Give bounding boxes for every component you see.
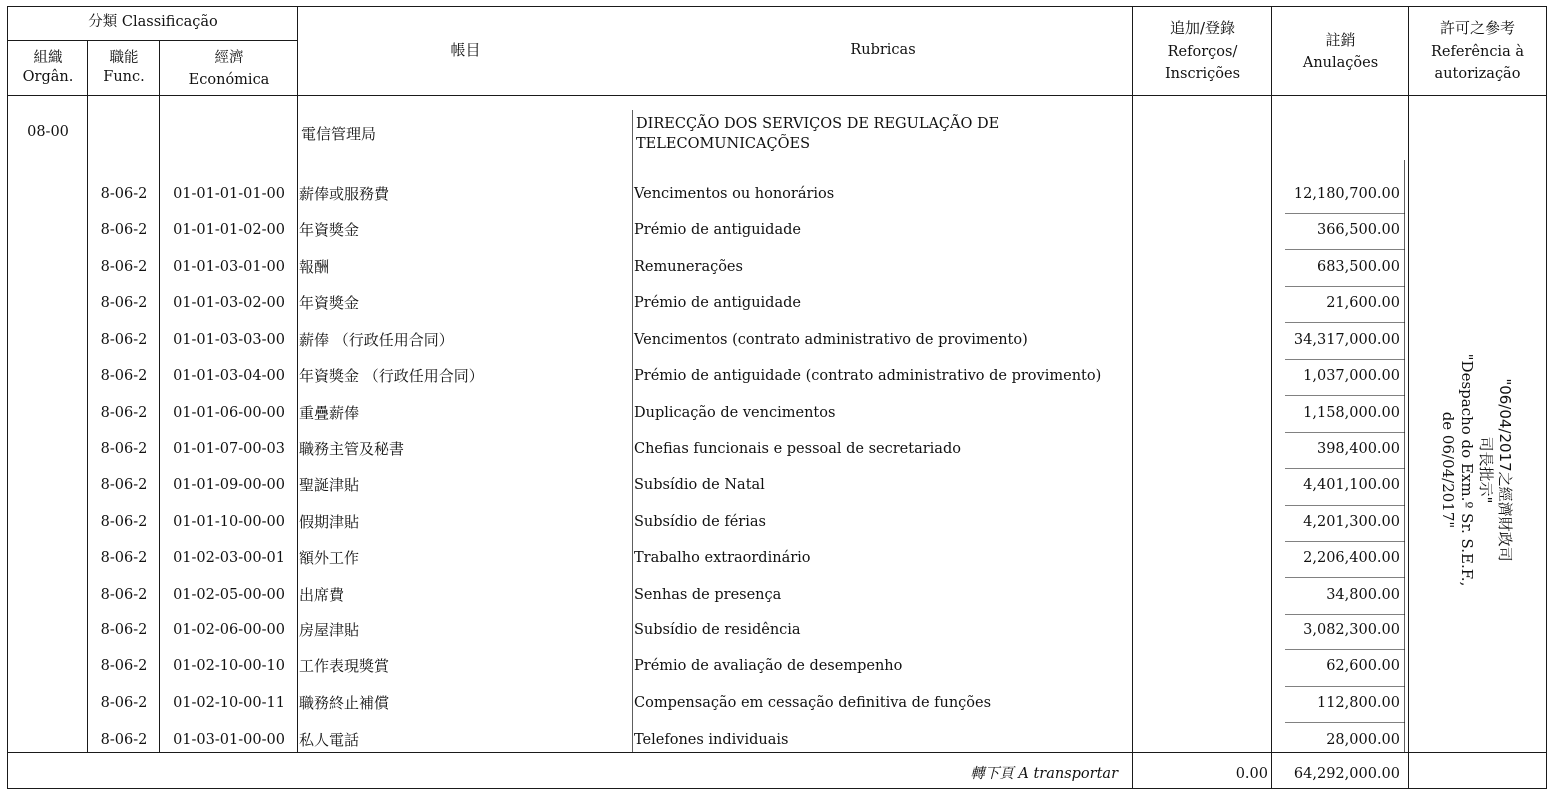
header-econ-zh: 經濟 bbox=[214, 50, 244, 66]
row-account-zh: 重疊薪俸 bbox=[299, 404, 360, 422]
footer-label: 轉下頁 A transportar bbox=[970, 766, 1118, 782]
row-anulacao: 21,600.00 bbox=[1326, 295, 1400, 311]
col-line-organ bbox=[87, 40, 88, 752]
row-econ-code: 01-03-01-00-00 bbox=[173, 732, 285, 748]
header-reforcos-zh: 追加/登錄 bbox=[1169, 19, 1236, 37]
row-func-code: 8-06-2 bbox=[100, 222, 148, 238]
row-func-code: 8-06-2 bbox=[100, 332, 148, 348]
row-account-zh: 私人電話 bbox=[299, 731, 360, 749]
row-account-zh: 聖誕津貼 bbox=[299, 476, 360, 494]
row-func-code: 8-06-2 bbox=[100, 368, 148, 384]
body-bottom-line bbox=[7, 752, 1547, 753]
row-anulacao: 112,800.00 bbox=[1316, 695, 1400, 711]
row-econ-code: 01-01-09-00-00 bbox=[173, 477, 285, 493]
header-classification: 分類 Classificação bbox=[88, 14, 218, 30]
row-func-code: 8-06-2 bbox=[100, 477, 148, 493]
organ-name-pt-line1: DIRECÇÃO DOS SERVIÇOS DE REGULAÇÃO DE bbox=[636, 116, 1000, 132]
anulacao-underline bbox=[1285, 577, 1405, 578]
row-rubrica-pt: Prémio de antiguidade (contrato administrativo de provimento) bbox=[634, 368, 1102, 384]
row-econ-code: 01-02-10-00-11 bbox=[173, 695, 285, 711]
row-anulacao: 683,500.00 bbox=[1316, 259, 1400, 275]
border-right bbox=[1546, 6, 1547, 789]
row-func-code: 8-06-2 bbox=[100, 732, 148, 748]
anulacao-underline bbox=[1285, 722, 1405, 723]
anulacao-underline bbox=[1285, 286, 1405, 287]
row-anulacao: 398,400.00 bbox=[1316, 441, 1400, 457]
row-func-code: 8-06-2 bbox=[100, 405, 148, 421]
row-anulacao: 3,082,300.00 bbox=[1303, 622, 1400, 638]
row-econ-code: 01-01-03-03-00 bbox=[173, 332, 285, 348]
row-account-zh: 房屋津貼 bbox=[299, 621, 360, 639]
anulacao-underline bbox=[1285, 649, 1405, 650]
authorization-line1: "06/04/2017之經濟財政司 bbox=[1496, 378, 1514, 562]
row-anulacao: 366,500.00 bbox=[1316, 222, 1400, 238]
row-func-code: 8-06-2 bbox=[100, 658, 148, 674]
row-econ-code: 01-01-06-00-00 bbox=[173, 405, 285, 421]
header-subline bbox=[7, 40, 298, 41]
row-func-code: 8-06-2 bbox=[100, 441, 148, 457]
row-account-zh: 工作表現獎賞 bbox=[299, 657, 390, 675]
anulacao-underline bbox=[1285, 249, 1405, 250]
row-func-code: 8-06-2 bbox=[100, 295, 148, 311]
row-econ-code: 01-02-05-00-00 bbox=[173, 587, 285, 603]
header-organ-pt: Orgân. bbox=[22, 69, 74, 85]
row-rubrica-pt: Remunerações bbox=[634, 259, 743, 275]
anulacao-underline bbox=[1285, 468, 1405, 469]
row-account-zh: 年資獎金 bbox=[299, 294, 360, 312]
row-anulacao: 4,401,100.00 bbox=[1303, 477, 1400, 493]
row-account-zh: 年資獎金 （行政任用合同） bbox=[299, 367, 484, 385]
row-rubrica-pt: Compensação em cessação definitiva de funções bbox=[634, 695, 992, 711]
col-line-func bbox=[159, 40, 160, 752]
row-econ-code: 01-01-07-00-03 bbox=[173, 441, 285, 457]
row-econ-code: 01-02-10-00-10 bbox=[173, 658, 285, 674]
row-account-zh: 職務終止補償 bbox=[299, 694, 390, 712]
row-func-code: 8-06-2 bbox=[100, 186, 148, 202]
header-reforcos-pt2: Inscrições bbox=[1164, 66, 1241, 82]
row-anulacao: 34,800.00 bbox=[1326, 587, 1400, 603]
row-rubrica-pt: Vencimentos ou honorários bbox=[634, 186, 835, 202]
anulacao-underline bbox=[1285, 322, 1405, 323]
row-anulacao: 1,158,000.00 bbox=[1303, 405, 1400, 421]
row-econ-code: 01-01-03-01-00 bbox=[173, 259, 285, 275]
anulacao-underline bbox=[1285, 541, 1405, 542]
row-rubrica-pt: Trabalho extraordinário bbox=[634, 550, 811, 566]
row-rubrica-pt: Subsídio de férias bbox=[634, 514, 766, 530]
row-account-zh: 年資獎金 bbox=[299, 221, 360, 239]
row-anulacao: 12,180,700.00 bbox=[1293, 186, 1400, 202]
row-rubrica-pt: Prémio de avaliação de desempenho bbox=[634, 658, 903, 674]
col-line-anul-inner bbox=[1404, 160, 1405, 752]
row-account-zh: 報酬 bbox=[299, 258, 330, 276]
row-rubrica-pt: Subsídio de residência bbox=[634, 622, 801, 638]
table-border-top bbox=[7, 6, 1547, 7]
organ-name-pt-line2: TELECOMUNICAÇÕES bbox=[636, 136, 810, 152]
row-econ-code: 01-01-03-02-00 bbox=[173, 295, 285, 311]
row-anulacao: 34,317,000.00 bbox=[1293, 332, 1400, 348]
row-econ-code: 01-01-10-00-00 bbox=[173, 514, 285, 530]
border-left bbox=[7, 6, 8, 789]
row-account-zh: 假期津貼 bbox=[299, 513, 360, 531]
organ-name-zh: 電信管理局 bbox=[301, 125, 377, 143]
anulacao-underline bbox=[1285, 395, 1405, 396]
footer-anul-total: 64,292,000.00 bbox=[1293, 766, 1400, 782]
header-reforcos-pt1: Reforços/ bbox=[1167, 44, 1238, 60]
row-rubrica-pt: Chefias funcionais e pessoal de secretariado bbox=[634, 441, 961, 457]
row-rubrica-pt: Telefones individuais bbox=[634, 732, 789, 748]
header-ref-pt2: autorização bbox=[1434, 66, 1521, 82]
row-econ-code: 01-01-03-04-00 bbox=[173, 368, 285, 384]
row-econ-code: 01-01-01-02-00 bbox=[173, 222, 285, 238]
header-func-zh: 職能 bbox=[109, 50, 139, 66]
col-line-ref bbox=[1408, 6, 1409, 789]
row-econ-code: 01-02-03-00-01 bbox=[173, 550, 285, 566]
row-rubrica-pt: Prémio de antiguidade bbox=[634, 222, 801, 238]
row-anulacao: 28,000.00 bbox=[1326, 732, 1400, 748]
row-account-zh: 額外工作 bbox=[299, 549, 360, 567]
header-bottom-line bbox=[7, 95, 1547, 96]
anulacao-underline bbox=[1285, 505, 1405, 506]
row-account-zh: 職務主管及秘書 bbox=[299, 440, 405, 458]
row-econ-code: 01-01-01-01-00 bbox=[173, 186, 285, 202]
row-account-zh: 薪俸 （行政任用合同） bbox=[299, 331, 454, 349]
row-anulacao: 4,201,300.00 bbox=[1303, 514, 1400, 530]
header-func-pt: Func. bbox=[103, 69, 145, 85]
row-func-code: 8-06-2 bbox=[100, 259, 148, 275]
row-func-code: 8-06-2 bbox=[100, 550, 148, 566]
header-ref-pt1: Referência à bbox=[1431, 44, 1524, 60]
table-border-bottom bbox=[7, 788, 1547, 789]
row-anulacao: 62,600.00 bbox=[1326, 658, 1400, 674]
row-anulacao: 2,206,400.00 bbox=[1303, 550, 1400, 566]
organ-code: 08-00 bbox=[27, 124, 69, 140]
row-account-zh: 薪俸或服務費 bbox=[299, 185, 390, 203]
row-rubrica-pt: Duplicação de vencimentos bbox=[634, 405, 836, 421]
anulacao-underline bbox=[1285, 359, 1405, 360]
header-econ-pt: Económica bbox=[188, 72, 270, 88]
row-econ-code: 01-02-06-00-00 bbox=[173, 622, 285, 638]
anulacao-underline bbox=[1285, 213, 1405, 214]
anulacao-underline bbox=[1285, 614, 1405, 615]
row-func-code: 8-06-2 bbox=[100, 622, 148, 638]
col-line-reforcos bbox=[1132, 6, 1133, 789]
col-line-econ bbox=[297, 6, 298, 752]
row-rubrica-pt: Prémio de antiguidade bbox=[634, 295, 801, 311]
col-line-rubricas-zh bbox=[632, 110, 633, 752]
col-line-anul bbox=[1271, 6, 1272, 789]
header-anul-zh: 註銷 bbox=[1325, 31, 1356, 49]
header-anul-pt: Anulações bbox=[1302, 55, 1379, 71]
row-rubrica-pt: Subsídio de Natal bbox=[634, 477, 765, 493]
anulacao-underline bbox=[1285, 686, 1405, 687]
header-ref-zh: 許可之參考 bbox=[1439, 19, 1515, 37]
header-account-zh: 帳目 bbox=[450, 41, 481, 59]
authorization-line4: de 06/04/2017" bbox=[1439, 411, 1457, 529]
row-func-code: 8-06-2 bbox=[100, 587, 148, 603]
footer-reforcos-total: 0.00 bbox=[1235, 766, 1268, 782]
row-account-zh: 出席費 bbox=[299, 586, 345, 604]
authorization-line2: 司長批示" bbox=[1477, 436, 1495, 504]
row-rubrica-pt: Senhas de presença bbox=[634, 587, 782, 603]
row-func-code: 8-06-2 bbox=[100, 514, 148, 530]
header-rubricas: Rubricas bbox=[850, 42, 916, 58]
authorization-line3: "Despacho do Exm.º Sr. S.E.F., bbox=[1458, 353, 1476, 587]
row-rubrica-pt: Vencimentos (contrato administrativo de provimento) bbox=[634, 332, 1028, 348]
header-organ-zh: 組織 bbox=[33, 50, 63, 66]
row-anulacao: 1,037,000.00 bbox=[1303, 368, 1400, 384]
row-func-code: 8-06-2 bbox=[100, 695, 148, 711]
anulacao-underline bbox=[1285, 432, 1405, 433]
